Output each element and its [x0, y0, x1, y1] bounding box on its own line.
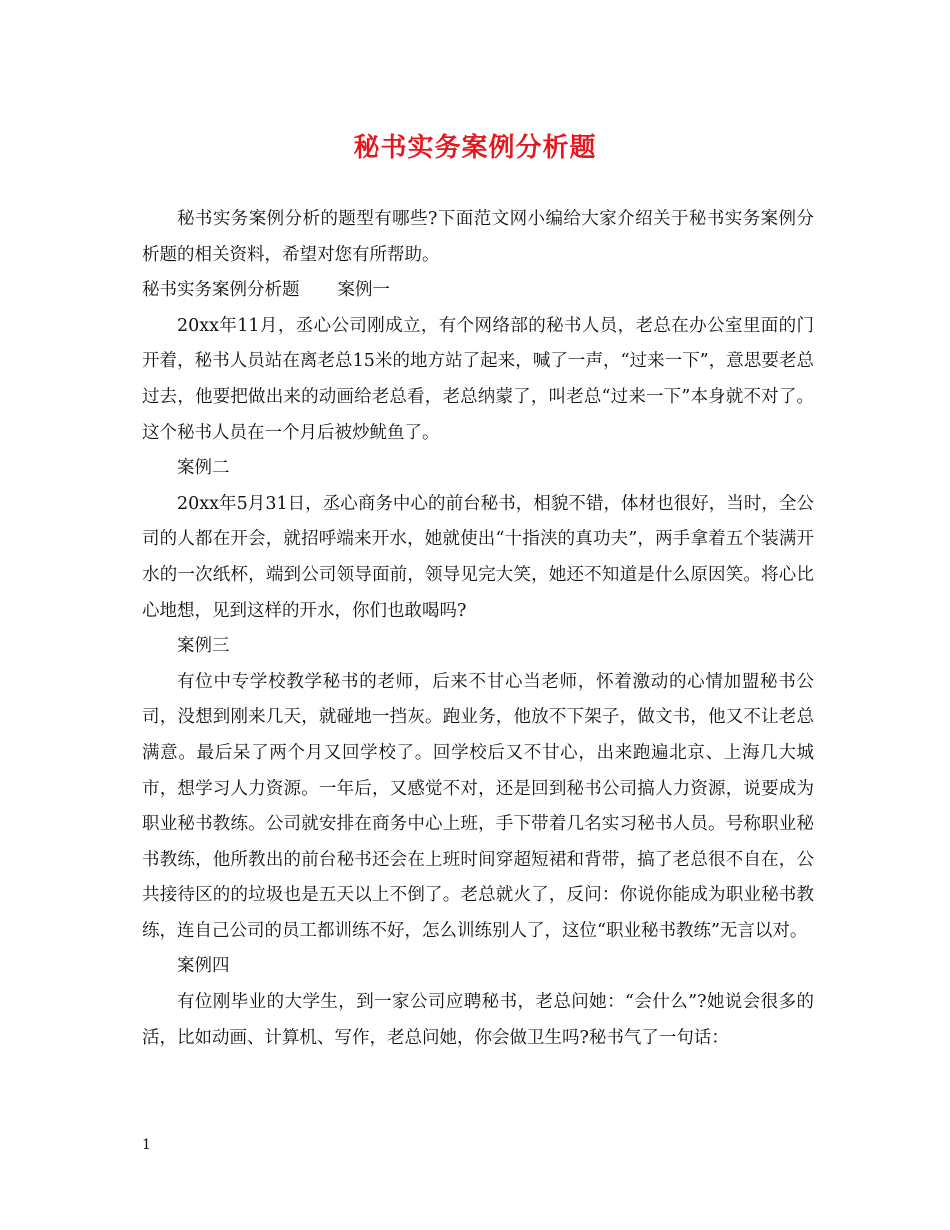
case2-heading: 案例二 [177, 458, 230, 479]
section-subtitle [142, 273, 814, 309]
case1-paragraph: 20xx年11月，丞心公司刚成立，有个网络部的秘书人员，老总在办公室里面的门开着，秘书人员站在离老总15米的地方站了起来，喊了一声，“过来一下”，意思要老总过去，他要把做出来的动画给老总看，老总纳蒙了，叫老总“过来一下”本身就不对了。这个秘书人员在一个月后被炒鱿鱼了。 [142, 315, 814, 443]
subtitle-main: 秘书实务案例分析题 [142, 280, 300, 301]
case4-heading: 案例四 [177, 956, 230, 977]
document-body [142, 202, 814, 1056]
page-number: 1 [142, 1137, 151, 1153]
case2-paragraph: 20xx年5月31日，丞心商务中心的前台秘书，相貌不错，体材也很好，当时，全公司的人都在开会，就招呼端来开水，她就使出“十指浃的真功夫”，两手拿着五个装满开水的一次纸杯，端到公司领导面前，领导见完大笑，她还不知道是什么原因笑。将心比心地想，见到这样的开水，你们也敢喝吗? [142, 493, 814, 621]
document-title: 秘书实务案例分析题 [353, 133, 597, 163]
case3-heading: 案例三 [177, 636, 230, 657]
case3-paragraph: 有位中专学校教学秘书的老师，后来不甘心当老师，怀着激动的心情加盟秘书公司，没想到刚来几天，就碰地一挡灰。跑业务，他放不下架子，做文书，他又不让老总满意。最后呆了两个月又回学校了。回学校后又不甘心，出来跑遍北京、上海几大城市，想学习人力资源。一年后，又感觉不对，还是回到秘书公司搞人力资源，说要成为职业秘书教练。公司就安排在商务中心上班，手下带着几名实习秘书人员。号称职业秘书教练，他所教出的前台秘书还会在上班时间穿超短裙和背带，搞了老总很不自在，公共接待区的的垃圾也是五天以上不倒了。老总就火了，反问：你说你能成为职业秘书教练，连自己公司的员工都训练不好，怎么训练别人了，这位“职业秘书教练”无言以对。 [142, 671, 814, 941]
intro-paragraph: 秘书实务案例分析的题型有哪些?下面范文网小编给大家介绍关于秘书实务案例分析题的相关资料，希望对您有所帮助。 [142, 209, 814, 265]
subtitle-case: 案例一 [337, 280, 390, 301]
case4-paragraph: 有位刚毕业的大学生，到一家公司应聘秘书，老总问她：“会什么”?她说会很多的活，比如动画、计算机、写作，老总问她，你会做卫生吗?秘书气了一句话： [142, 992, 814, 1048]
